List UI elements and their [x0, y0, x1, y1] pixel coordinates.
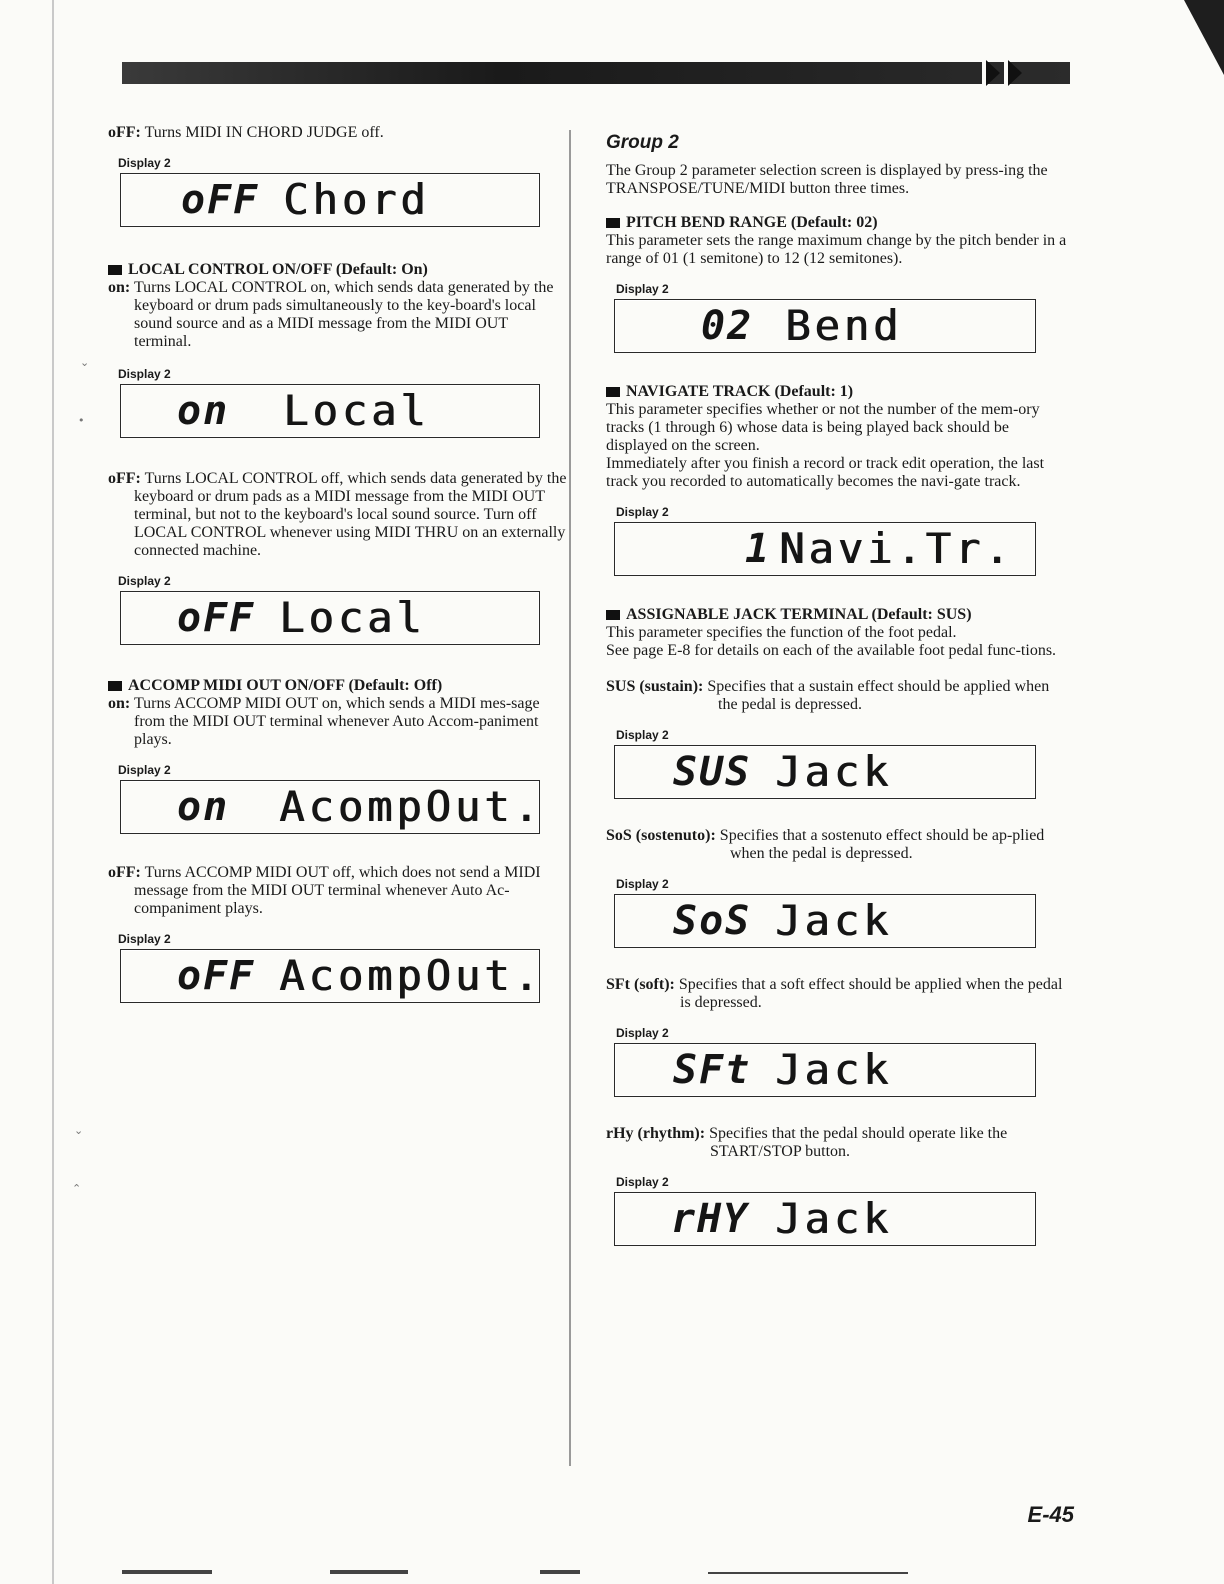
- margin-tick-icon: •: [78, 414, 85, 427]
- lcd-dot-matrix-text: Local: [283, 386, 430, 435]
- section-heading: [606, 606, 1068, 624]
- term: SFt (soft):: [606, 976, 675, 993]
- binding-edge-line: [52, 0, 54, 1584]
- lcd-segment-text: SoS: [673, 898, 752, 944]
- lcd-segment-text: SFt: [673, 1047, 752, 1093]
- display-label: Display 2: [616, 1026, 669, 1040]
- scan-artifact: [540, 1570, 580, 1574]
- lcd-dot-matrix-text: AcompOut.: [279, 951, 543, 1000]
- lcd-display-rhy: [614, 1192, 1036, 1246]
- margin-tick-icon: ⌄: [74, 1124, 84, 1137]
- sft-paragraph: [606, 976, 1068, 1012]
- display-label: Display 2: [118, 367, 171, 381]
- lcd-segment-text: 02: [701, 303, 754, 349]
- local-off-paragraph: [108, 470, 568, 560]
- lcd-dot-matrix-text: Jack: [775, 1194, 893, 1243]
- navigate-paragraph-2: Immediately after you finish a record or track edit operation, the last track you recorded to automatically becomes the navi-gate track.: [606, 455, 1045, 490]
- scan-artifact: [330, 1570, 408, 1574]
- term: on:: [108, 695, 131, 712]
- paragraph-text: Turns ACCOMP MIDI OUT on, which sends a MIDI mes-sage from the MIDI OUT terminal whenever Auto Accom-paniment plays.: [133, 695, 540, 748]
- heading-text: PITCH BEND RANGE (Default: 02): [626, 214, 878, 231]
- header-arrow-icon: [986, 60, 1000, 86]
- scan-artifact: [122, 1570, 212, 1574]
- term: rHy (rhythm):: [606, 1125, 706, 1142]
- accomp-off-paragraph: [108, 864, 568, 918]
- paragraph-text: Turns MIDI IN CHORD JUDGE off.: [144, 124, 384, 141]
- lcd-dot-matrix-text: Chord: [283, 175, 430, 224]
- group-intro-paragraph: The Group 2 parameter selection screen is displayed by press-ing the TRANSPOSE/TUNE/MIDI button three times.: [606, 162, 1048, 197]
- paragraph-text: Turns LOCAL CONTROL off, which sends data generated by the keyboard or drum pads as a MIDI message from the MIDI OUT terminal, but not to the keyboard's local sound source. Turn off LOCAL CONTROL whenever using MIDI THRU on an externally connected machine.: [134, 470, 567, 559]
- display-label: Display 2: [118, 156, 171, 170]
- group-title: Group 2: [606, 132, 679, 153]
- lcd-display-local-off: [120, 591, 540, 645]
- header-bar: [122, 62, 1070, 84]
- display-label: Display 2: [616, 282, 669, 296]
- lcd-display-pitch-bend: [614, 299, 1036, 353]
- jack-paragraph-1: This parameter specifies the function of the foot pedal.: [606, 624, 957, 641]
- square-bullet-icon: [108, 681, 122, 691]
- navigate-paragraph-1: This parameter specifies whether or not the number of the mem-ory tracks (1 through 6) whose data is being played back should be displayed on the screen.: [606, 401, 1040, 454]
- rhy-paragraph: [606, 1125, 1068, 1161]
- lcd-display-navigate: [614, 522, 1036, 576]
- lcd-segment-text: rHY: [671, 1196, 750, 1242]
- term: SUS (sustain):: [606, 678, 704, 695]
- heading-text: ACCOMP MIDI OUT ON/OFF (Default: Off): [128, 677, 443, 694]
- section-heading: [108, 677, 568, 695]
- lcd-dot-matrix-text: Local: [279, 593, 426, 642]
- pitch-bend-paragraph: This parameter sets the range maximum change by the pitch bender in a range of 01 (1 semitone) to 12 (12 semitones).: [606, 232, 1067, 267]
- display-label: Display 2: [616, 505, 669, 519]
- term: oFF:: [108, 470, 141, 487]
- lcd-segment-text: oFF: [177, 595, 256, 641]
- accomp-on-paragraph: [108, 695, 568, 749]
- lcd-segment-text: on: [177, 388, 230, 434]
- lcd-segment-text: SUS: [673, 749, 752, 795]
- lcd-dot-matrix-text: Jack: [775, 896, 893, 945]
- term: oFF:: [108, 864, 141, 881]
- lcd-display-sus: [614, 745, 1036, 799]
- lcd-dot-matrix-text: Jack: [775, 747, 893, 796]
- lcd-display-local-on: [120, 384, 540, 438]
- lcd-dot-matrix-text: Navi.Tr.: [779, 524, 1014, 573]
- paragraph-text: Specifies that the pedal should operate like the START/STOP button.: [709, 1125, 1008, 1160]
- scan-artifact: [708, 1572, 908, 1574]
- header-bar-gap: [1004, 62, 1008, 84]
- heading-text: LOCAL CONTROL ON/OFF (Default: On): [128, 261, 428, 278]
- margin-tick-icon: ⌃: [72, 1182, 82, 1195]
- lcd-dot-matrix-text: Bend: [785, 301, 903, 350]
- header-arrow-icon: [1008, 60, 1022, 86]
- display-label: Display 2: [118, 763, 171, 777]
- margin-tick-icon: ⌄: [80, 356, 90, 369]
- right-column: [606, 118, 1068, 1246]
- section-heading: [606, 214, 1068, 232]
- lcd-display-sos: [614, 894, 1036, 948]
- square-bullet-icon: [606, 610, 620, 620]
- square-bullet-icon: [108, 265, 122, 275]
- lcd-dot-matrix-text: Jack: [775, 1045, 893, 1094]
- corner-mark: [1184, 0, 1224, 75]
- square-bullet-icon: [606, 387, 620, 397]
- lcd-segment-text: 1: [745, 526, 772, 572]
- lcd-display-accomp-on: [120, 780, 543, 834]
- left-column: [108, 118, 568, 1003]
- lcd-display-chord-off: [120, 173, 540, 227]
- lcd-segment-text: on: [177, 784, 230, 830]
- term: SoS (sostenuto):: [606, 827, 716, 844]
- paragraph-text: Specifies that a soft effect should be applied when the pedal is depressed.: [678, 976, 1063, 1011]
- lcd-display-accomp-off: [120, 949, 543, 1003]
- sos-paragraph: [606, 827, 1068, 863]
- term: oFF:: [108, 124, 141, 141]
- chord-off-paragraph: [108, 124, 568, 142]
- local-on-paragraph: [108, 279, 568, 351]
- page-number: E-45: [1027, 1502, 1074, 1527]
- display-label: Display 2: [118, 932, 171, 946]
- paragraph-text: Specifies that a sustain effect should be applied when the pedal is depressed.: [707, 678, 1050, 713]
- column-divider: [569, 130, 571, 1466]
- paragraph-text: Specifies that a sostenuto effect should be ap-plied when the pedal is depressed.: [719, 827, 1045, 862]
- sus-paragraph: [606, 678, 1068, 714]
- lcd-segment-text: oFF: [181, 177, 260, 223]
- heading-text: NAVIGATE TRACK (Default: 1): [626, 383, 854, 400]
- display-label: Display 2: [616, 1175, 669, 1189]
- display-label: Display 2: [118, 574, 171, 588]
- term: on:: [108, 279, 131, 296]
- display-label: Display 2: [616, 728, 669, 742]
- paragraph-text: Turns ACCOMP MIDI OUT off, which does not send a MIDI message from the MIDI OUT terminal whenever Auto Ac-companiment plays.: [134, 864, 541, 917]
- section-heading: [606, 383, 1068, 401]
- header-bar-gap: [982, 62, 986, 84]
- lcd-segment-text: oFF: [177, 953, 256, 999]
- lcd-dot-matrix-text: AcompOut.: [279, 782, 543, 831]
- section-heading: [108, 261, 568, 279]
- jack-paragraph-2: See page E-8 for details on each of the available foot pedal func-tions.: [606, 642, 1057, 659]
- heading-text: ASSIGNABLE JACK TERMINAL (Default: SUS): [626, 606, 972, 623]
- display-label: Display 2: [616, 877, 669, 891]
- paragraph-text: Turns LOCAL CONTROL on, which sends data generated by the keyboard or drum pads simultaneously to the key-board's local sound source and as a MIDI message from the MIDI OUT terminal.: [133, 279, 554, 350]
- lcd-display-sft: [614, 1043, 1036, 1097]
- square-bullet-icon: [606, 218, 620, 228]
